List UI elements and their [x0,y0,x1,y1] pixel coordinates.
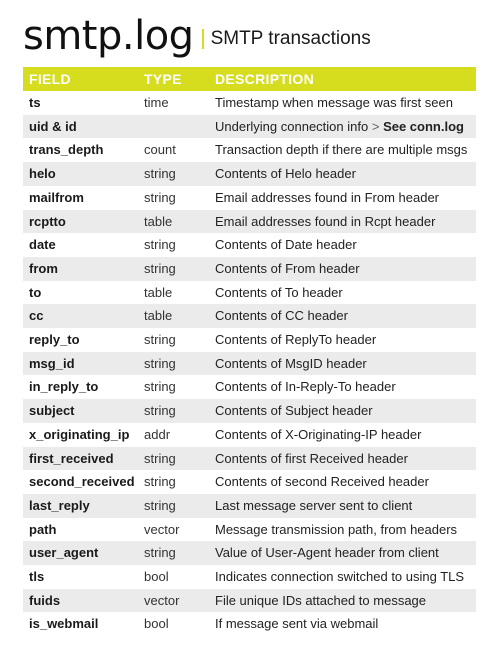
field-description [215,328,476,352]
field-type: time [144,95,169,110]
description-text: Last message server sent to client [215,497,413,513]
field-type: table [144,308,173,324]
table-row [23,352,476,376]
field-type: bool [144,616,169,632]
field-type: string [144,450,176,466]
field-name: msg_id [29,355,75,371]
table-row [23,518,476,542]
description-text: Contents of In-Reply-To header [215,379,396,395]
field-description [215,138,476,162]
description-text: Contents of From header [215,260,360,276]
field-type: string [144,355,176,371]
table-row [23,304,476,328]
field-name: fuids [29,592,61,608]
table-row [23,257,476,281]
table-row [23,281,476,305]
field-type: count [144,142,176,158]
table-row [23,210,476,234]
column-header-field: FIELD [29,71,71,87]
description-text: Contents of ReplyTo header [215,332,377,348]
description-text: Transaction depth if there are multiple msgs [215,142,468,158]
field-description [215,375,476,399]
field-description [215,447,476,471]
table-row [23,233,476,257]
table-row [23,186,476,210]
description-text: Timestamp when message was first seen [215,95,453,110]
field-type: string [144,189,176,205]
description-text: Indicates connection switched to using TLS [215,569,465,585]
field-name: is_webmail [29,616,99,632]
field-type: string [144,379,176,395]
field-name: subject [29,403,75,419]
field-type: string [144,260,176,276]
field-description [215,281,476,305]
table-row [23,447,476,471]
column-header-type: TYPE [144,71,182,87]
field-name: first_received [29,450,114,466]
field-description [215,423,476,447]
field-type: vector [144,592,180,608]
field-description [215,589,476,613]
field-description [215,162,476,186]
table-row [23,470,476,494]
table-row [23,565,476,589]
page-title: smtp.log [23,13,194,59]
field-type [144,115,215,139]
page-subtitle: SMTP transactions [210,28,371,49]
field-type: string [144,166,176,182]
field-description [215,612,476,636]
table-row [23,375,476,399]
field-description [215,352,476,376]
table-row [23,399,476,423]
table-row [23,115,476,139]
field-type: string [144,474,176,490]
field-description [215,494,476,518]
field-type: string [144,237,176,253]
field-description [215,518,476,542]
field-type: string [144,545,176,561]
arrow-icon: > [371,118,380,134]
description-text: Contents of first Received header [215,450,408,466]
fields-table [23,67,476,636]
field-name: x_originating_ip [29,426,130,442]
table-row [23,162,476,186]
column-header-description: DESCRIPTION [215,71,314,87]
field-description [215,115,476,139]
description-text: Contents of MsgID header [215,355,367,371]
field-name: second_received [29,474,135,490]
table-row [23,589,476,613]
field-type: string [144,403,176,419]
table-header-row [23,67,476,91]
field-description [215,565,476,589]
field-name: reply_to [29,332,80,348]
field-name: to [29,284,42,300]
description-text: Contents of CC header [215,308,348,324]
description-text: Message transmission path, from headers [215,521,458,537]
field-type: addr [144,426,171,442]
description-text: Email addresses found in From header [215,189,440,205]
page-header [23,6,477,58]
description-text: Contents of X-Originating-IP header [215,426,422,442]
field-description [215,257,476,281]
description-text: File unique IDs attached to message [215,592,427,608]
field-name: mailfrom [29,189,84,205]
field-name: rcptto [29,213,66,229]
field-name: user_agent [29,545,99,561]
field-type: string [144,332,176,348]
field-description [215,304,476,328]
field-description [215,186,476,210]
field-type: bool [144,569,169,585]
field-type: string [144,497,176,513]
field-name: in_reply_to [29,379,99,395]
field-name: tls [29,569,45,585]
field-type: table [144,213,173,229]
field-description [215,210,476,234]
table-row [23,541,476,565]
table-row [23,328,476,352]
field-name: path [29,521,57,537]
field-name: ts [29,95,41,110]
description-text: If message sent via webmail [215,616,379,632]
field-description [215,233,476,257]
table-row [23,91,476,115]
description-text: Contents of Subject header [215,403,373,419]
field-description [215,399,476,423]
description-text: Email addresses found in Rcpt header [215,213,436,229]
field-description [215,541,476,565]
field-description [215,470,476,494]
table-row [23,423,476,447]
field-name: trans_depth [29,142,104,158]
description-text: Contents of Date header [215,237,357,253]
description-text: Contents of Helo header [215,166,356,182]
see-conn-log-reference: See conn.log [383,118,464,134]
field-type: table [144,284,173,300]
field-name: helo [29,166,56,182]
field-name: uid & id [29,118,77,134]
field-name: cc [29,308,44,324]
description-text: Value of User-Agent header from client [215,545,439,561]
description-text: Underlying connection info [215,118,369,134]
table-row [23,612,476,636]
field-name: date [29,237,56,253]
description-text: Contents of second Received header [215,474,429,490]
title-separator [202,29,204,49]
field-name: from [29,260,58,276]
table-row [23,494,476,518]
field-type: vector [144,521,180,537]
field-name: last_reply [29,497,90,513]
field-description [215,91,476,115]
table-row [23,138,476,162]
description-text: Contents of To header [215,284,343,300]
